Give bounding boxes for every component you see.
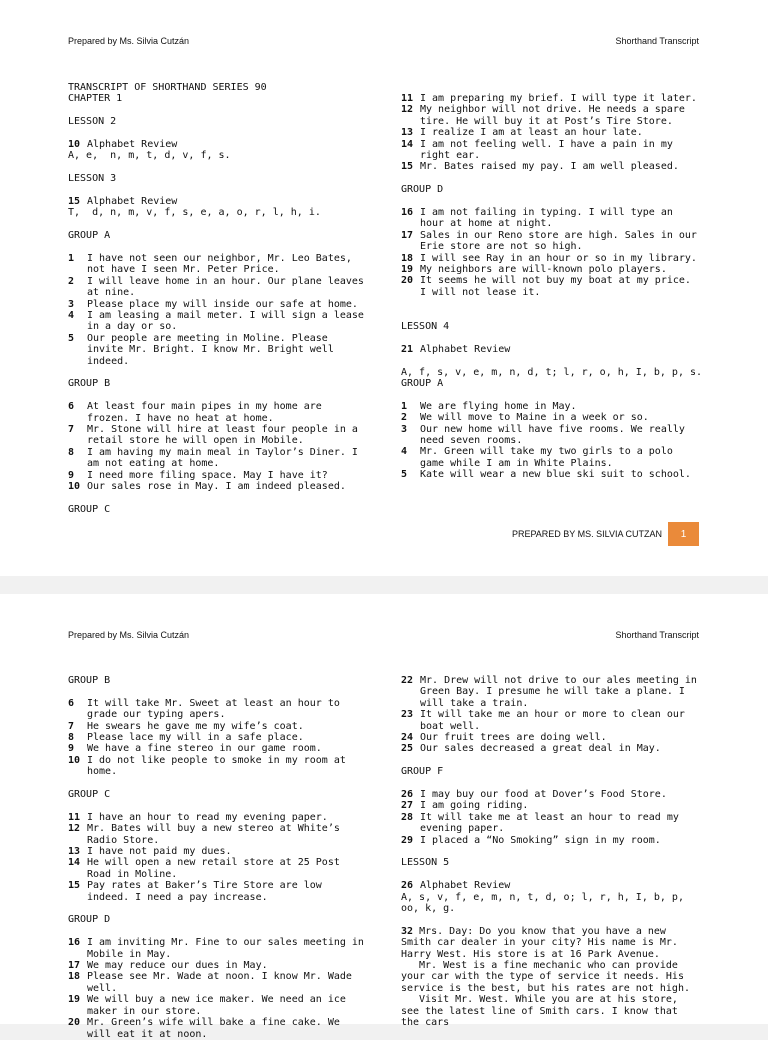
page-footer [512,522,699,546]
numbered-item [401,743,701,754]
numbered-item [68,424,368,447]
paragraph [401,926,701,960]
item-text: Mr. Drew will not drive to our ales meeting in Green Bay. I presume he will take a plane. I will take a train. [420,675,697,709]
item-text: I am not failing in typing. I will type an hour at home at night. [420,207,673,230]
numbered-item [401,469,701,480]
spacer [401,389,701,400]
numbered-item [68,196,368,207]
item-number: 13 [68,846,81,858]
spacer [68,493,368,504]
numbered-item [401,207,701,230]
item-number: 29 [401,834,414,846]
item-text: Mr. Bates raised my pay. I am well pleased. [420,161,679,173]
item-text: He will open a new retail store at 25 Post Road in Moline. [87,857,340,880]
header-left: Prepared by Ms. Silvia Cutzán [68,630,190,640]
numbered-item [68,971,368,994]
item-text: Please place my will inside our safe at home. [87,298,358,310]
item-number: 27 [401,800,414,812]
footer-text: PREPARED BY MS. SILVIA CUTZAN [511,529,662,539]
header-right: Shorthand Transcript [615,630,699,640]
numbered-item [68,743,368,754]
item-text: It will take Mr. Sweet at least an hour to grade our typing apers. [87,697,340,721]
item-text: Mr. Green will take my two girls to a polo game while I am in White Plains. [420,446,673,469]
item-text: We may reduce our dues in May. [87,960,268,972]
item-text: Mr. Stone will hire at least four people in a retail store he will open in Mobile. [87,424,358,447]
numbered-item [401,709,701,732]
numbered-item [401,675,701,709]
item-text: We have a fine stereo in our game room. [87,743,322,755]
item-text: I realize I am at least an hour late. [420,127,643,139]
text-line: LESSON 5 [401,857,450,869]
spacer [68,778,368,789]
numbered-item [68,276,368,299]
item-number: 10 [68,754,81,766]
item-text: Our new home will have five rooms. We really need seven rooms. [420,423,685,447]
numbered-item [68,698,368,721]
item-text: Our people are meeting in Moline. Please invite Mr. Bright. I know Mr. Bright well indeed. [87,332,334,367]
spacer [68,219,368,230]
item-text: I need more filing space. May I have it? [87,469,328,481]
item-number: 4 [68,310,75,322]
spacer [401,869,701,880]
numbered-item [68,310,368,333]
item-number: 7 [68,424,75,436]
item-number: 18 [68,971,81,983]
item-text: Kate will wear a new blue ski suit to school. [420,469,691,481]
item-number: 4 [401,446,408,458]
item-number: 1 [68,253,75,264]
numbered-item [68,732,368,743]
item-number: 5 [68,332,75,344]
numbered-item [401,401,701,412]
item-text: We will buy a new ice maker. We need an ice maker in our store. [87,994,346,1017]
item-number: 10 [68,139,81,150]
item-number: 13 [401,127,414,139]
numbered-item [68,481,368,492]
item-text: I am having my main meal in Taylor’s Diner. I am not eating at home. [87,446,358,470]
item-number: 19 [401,264,414,276]
numbered-item [401,253,701,264]
spacer [401,173,701,184]
spacer [401,196,701,207]
item-number: 2 [401,412,408,424]
item-text: I am not feeling well. I have a pain in my right ear. [420,138,673,162]
item-text: I have an hour to read my evening paper. [87,811,328,823]
numbered-item [401,139,701,162]
item-number: 21 [401,343,414,355]
item-number: 15 [401,161,414,173]
spacer [68,903,368,914]
item-text: We will move to Maine in a week or so. [420,412,649,424]
numbered-item [401,412,701,423]
spacer [401,914,701,925]
text-line: LESSON 3 [68,173,117,185]
numbered-item [401,812,701,835]
item-number: 2 [68,275,75,287]
document-page-2 [0,594,768,1040]
item-text: It will take me an hour or more to clean our boat well. [420,709,685,732]
numbered-item [68,1017,368,1040]
item-number: 14 [68,857,81,869]
item-number: 1 [401,400,408,412]
item-text: I am preparing my brief. I will type it later. [420,93,697,104]
spacer [68,162,368,173]
text-line: A, f, s, v, e, m, n, d, t; l, r, o, h, I, b, p, s. [401,366,703,378]
numbered-item [68,401,368,424]
page2-left-column [68,675,368,1040]
item-text: Pay rates at Baker’s Tire Store are low indeed. I need a pay increase. [87,880,322,903]
paragraph [401,994,701,1028]
spacer [68,105,368,116]
numbered-item [401,344,701,355]
numbered-item [401,275,701,298]
spacer [401,755,701,766]
item-number: 24 [401,732,414,744]
numbered-item [401,800,701,811]
numbered-item [401,264,701,275]
item-number: 11 [401,93,414,104]
numbered-item [401,424,701,447]
page1-right-column [401,93,701,481]
item-number: 17 [401,229,414,241]
item-number: 7 [68,720,75,732]
text-line: GROUP C [68,789,111,801]
numbered-item [68,447,368,470]
paragraph-text: Mrs. Day: Do you know that you have a new Smith car dealer in your city? His name is Mr. Harry West. His store is at 16 Park Avenue. [401,925,678,960]
numbered-item [68,823,368,846]
item-text: I have not seen our neighbor, Mr. Leo Bates, not have I seen Mr. Peter Price. [87,253,352,276]
spacer [68,128,368,139]
item-number: 20 [68,1017,81,1029]
item-text: I will leave home in an hour. Our plane leaves at nine. [87,275,364,299]
item-text: Mr. Bates will buy a new stereo at White’s Radio Store. [87,823,340,846]
item-text: I have not paid my dues. [87,846,232,858]
item-number: 9 [68,743,75,755]
numbered-item [401,880,701,891]
spacer [401,298,701,309]
paragraph [401,960,701,994]
numbered-item [68,994,368,1017]
item-text: It seems he will not buy my boat at my price. I will not lease it. [420,275,691,298]
item-text: I do not like people to smoke in my room at home. [87,754,346,778]
item-number: 20 [401,275,414,287]
numbered-item [401,230,701,253]
paragraph-text: Visit Mr. West. While you are at his store, see the latest line of Smith cars. I know that the cars [401,994,678,1029]
item-text: Sales in our Reno store are high. Sales in our Erie store are not so high. [420,229,697,253]
item-number: 12 [401,104,414,116]
item-number: 5 [401,469,408,481]
item-text: Alphabet Review [87,139,178,150]
text-line: GROUP C [68,503,111,515]
numbered-item [68,846,368,857]
text-line: GROUP F [401,766,444,778]
item-text: Mr. Green’s wife will bake a fine cake. We will eat it at noon. [87,1017,340,1040]
item-text: Alphabet Review [87,196,178,207]
spacer [68,926,368,937]
item-text: Our fruit trees are doing well. [420,732,607,744]
numbered-item [68,857,368,880]
item-text: Our sales decreased a great deal in May. [420,743,661,755]
text-line: LESSON 2 [68,116,117,128]
numbered-item [68,812,368,823]
item-number: 26 [401,880,414,892]
spacer [401,778,701,789]
item-text: I placed a “No Smoking” sign in my room. [420,834,661,846]
numbered-item [68,139,368,150]
numbered-item [68,960,368,971]
item-number: 14 [401,138,414,150]
item-number: 18 [401,252,414,264]
spacer [401,355,701,366]
item-text: I will see Ray in an hour or so in my library. [420,252,697,264]
text-line: GROUP A [68,230,111,242]
item-number: 32 [401,925,414,937]
item-text: Our sales rose in May. I am indeed pleased. [87,481,346,493]
numbered-item [68,333,368,367]
text-line: GROUP D [401,184,444,196]
item-number: 15 [68,196,81,207]
text-line: T, d, n, m, v, f, s, e, a, o, r, l, h, i. [68,207,321,219]
item-number: 12 [68,823,81,835]
item-number: 6 [68,401,75,413]
item-number: 10 [68,481,81,493]
header-left: Prepared by Ms. Silvia Cutzán [68,36,190,46]
numbered-item [401,93,701,104]
item-text: Please see Mr. Wade at noon. I know Mr. Wade well. [87,971,352,994]
item-number: 25 [401,743,414,755]
item-number: 16 [68,937,81,949]
numbered-item [68,721,368,732]
spacer [401,846,701,857]
item-text: We are flying home in May. [420,400,577,412]
page2-right-column [401,675,701,1029]
numbered-item [68,470,368,481]
item-text: At least four main pipes in my home are frozen. I have no heat at home. [87,401,322,424]
paragraph [401,892,701,915]
numbered-item [68,253,368,276]
numbered-item [68,937,368,960]
page-number-badge: 1 [668,522,699,546]
item-number: 16 [401,207,414,219]
item-number: 19 [68,994,81,1006]
spacer [401,332,701,343]
numbered-item [401,789,701,800]
item-number: 11 [68,811,81,823]
numbered-item [401,127,701,138]
numbered-item [68,299,368,310]
item-number: 8 [68,732,75,744]
numbered-item [68,755,368,778]
text-line: GROUP D [68,914,111,926]
numbered-item [401,446,701,469]
item-number: 9 [68,469,75,481]
item-number: 17 [68,960,81,972]
item-number: 3 [68,298,75,310]
numbered-item [401,104,701,127]
text-line: GROUP B [68,378,111,390]
numbered-item [401,732,701,743]
item-text: I am going riding. [420,800,529,812]
spacer [68,800,368,811]
item-text: He swears he gave me my wife’s coat. [87,720,304,732]
text-line: LESSON 4 [401,321,450,333]
item-number: 6 [68,697,75,709]
spacer [68,185,368,196]
item-text: It will take me at least an hour to read my evening paper. [420,811,679,835]
numbered-item [401,161,701,172]
item-text: Please lace my will in a safe place. [87,732,304,744]
page1-left-column [68,82,368,515]
header-right: Shorthand Transcript [615,36,699,46]
spacer [68,242,368,253]
item-text: Alphabet Review [420,343,511,355]
item-number: 28 [401,811,414,823]
spacer [401,310,701,321]
spacer [68,367,368,378]
text-line: GROUP A [401,378,444,390]
numbered-item [401,835,701,846]
spacer [68,390,368,401]
spacer [68,686,368,697]
text-line: TRANSCRIPT OF SHORTHAND SERIES 90 [68,82,267,93]
item-text: My neighbor will not drive. He needs a spare tire. He will buy it at Post’s Tire Store. [420,104,685,127]
item-text: My neighbors are will-known polo players. [420,264,667,276]
text-line: GROUP B [68,675,111,686]
item-number: 3 [401,423,408,435]
paragraph-text: Mr. West is a fine mechanic who can provide your car with the type of service it needs. His service is the best, but his rates are not high. [401,960,690,994]
item-number: 22 [401,675,414,686]
text-line: A, e, n, m, t, d, v, f, s. [68,150,231,162]
item-text: I am inviting Mr. Fine to our sales meeting in Mobile in May. [87,937,364,960]
item-number: 15 [68,880,81,892]
item-text: I am leasing a mail meter. I will sign a lease in a day or so. [87,310,364,333]
item-number: 8 [68,446,75,458]
numbered-item [68,880,368,903]
item-text: I may buy our food at Dover’s Food Store. [420,789,667,801]
item-number: 26 [401,789,414,801]
item-text: Alphabet Review [420,880,511,892]
paragraph-text: A, s, v, f, e, m, n, t, d, o; l, r, h, I, b, p, oo, k, g. [401,891,684,915]
text-line: CHAPTER 1 [68,93,123,105]
item-number: 23 [401,709,414,721]
